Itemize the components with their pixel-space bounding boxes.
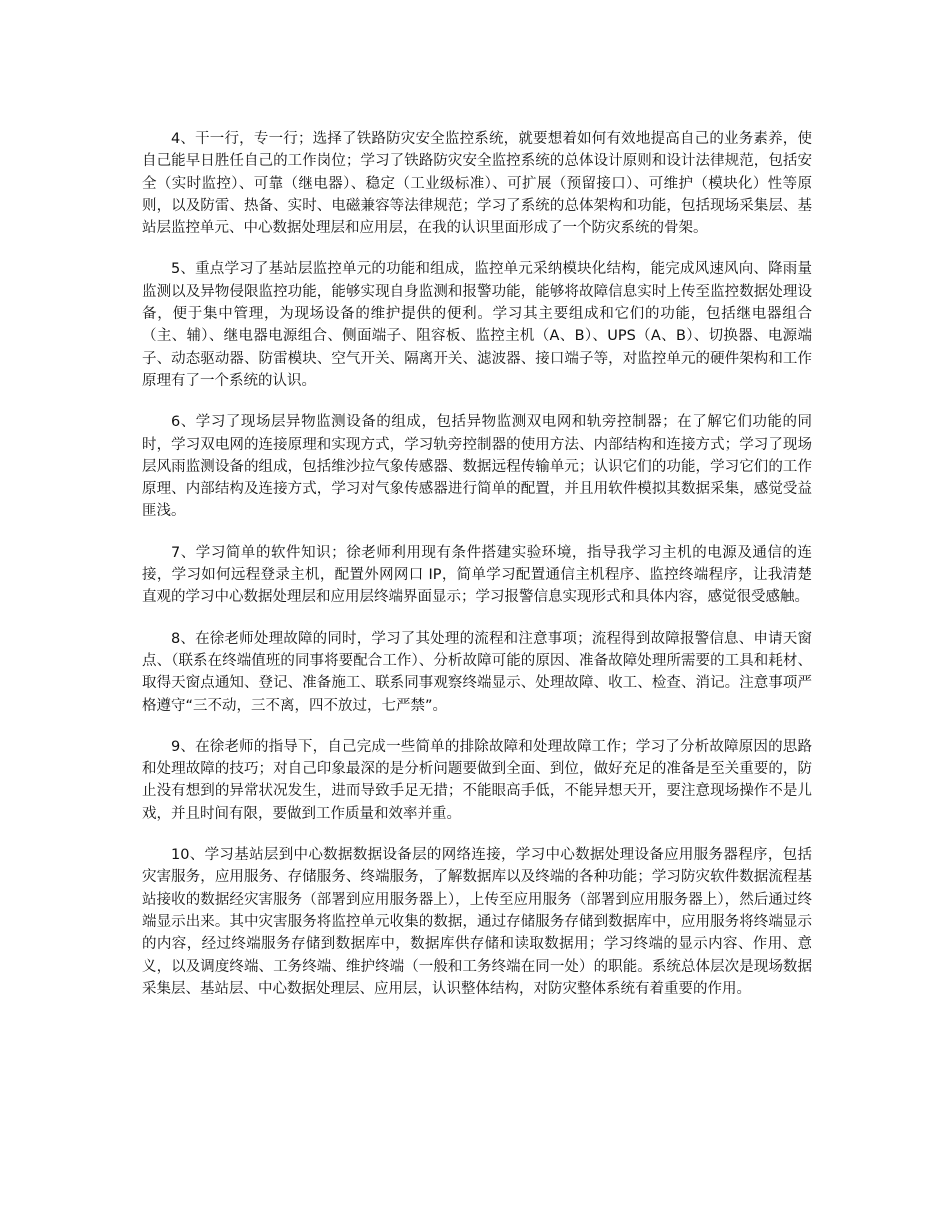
paragraph-7: 7、学习简单的软件知识；徐老师利用现有条件搭建实验环境，指导我学习主机的电源及通信的连接，学习如何远程登录主机，配置外网网口 IP，简单学习配置通信主机程序、监控终端程序，让我清楚直观的学习中心数据处理层和应用层终端界面显示；学习报警信息实现形式和具体内容，感觉很受感触。 [142,544,812,606]
paragraph-6: 6、学习了现场层异物监测设备的组成，包括异物监测双电网和轨旁控制器；在了解它们功能的同时，学习双电网的连接原理和实现方式，学习轨旁控制器的使用方法、内部结构和连接方式；学习了现场层风雨监测设备的组成，包括维沙拉气象传感器、数据远程传输单元；认识它们的功能，学习它们的工作原理、内部结构及连接方式，学习对气象传感器进行简单的配置，并且用软件模拟其数据采集，感觉受益匪浅。 [142,414,812,520]
document-body [142,128,812,1019]
paragraph-9: 9、在徐老师的指导下，自己完成一些简单的排除故障和处理故障工作；学习了分析故障原因的思路和处理故障的技巧；对自己印象最深的是分析问题要做到全面、到位，做好充足的准备是至关重要的，防止没有想到的异常状况发生，进而导致手足无措；不能眼高手低，不能异想天开，要注意现场操作不是儿戏，并且时间有限，要做到工作质量和效率并重。 [142,738,812,822]
paragraph-10: 10、学习基站层到中心数据数据设备层的网络连接，学习中心数据处理设备应用服务器程序，包括灾害服务，应用服务、存储服务、终端服务，了解数据库以及终端的各种功能；学习防灾软件数据流程基站接收的数据经灾害服务（部署到应用服务器上），上传至应用服务（部署到应用服务器上），然后通过终端显示出来。其中灾害服务将监控单元收集的数据，通过存储服务存储到数据库中，应用服务将终端显示的内容，经过终端服务存储到数据库中，数据库供存储和读取数据用；学习终端的显示内容、作用、意义，以及调度终端、工务终端、维护终端（一般和工务终端在同一处）的职能。系统总体层次是现场数据采集层、基站层、中心数据处理层、应用层，认识整体结构，对防灾整体系统有着重要的作用。 [142,847,812,997]
paragraph-8: 8、在徐老师处理故障的同时，学习了其处理的流程和注意事项；流程得到故障报警信息、申请天窗点、（联系在终端值班的同事将要配合工作）、分析故障可能的原因、准备故障处理所需要的工具和耗材、取得天窗点通知、登记、准备施工、联系同事观察终端显示、处理故障、收工、检查、消记。注意事项严格遵守“三不动，三不离，四不放过，七严禁”。 [142,630,812,714]
paragraph-5: 5、重点学习了基站层监控单元的功能和组成，监控单元采纳模块化结构，能完成风速风向、降雨量监测以及异物侵限监控功能，能够实现自身监测和报警功能，能够将故障信息实时上传至监控数据处理设备，便于集中管理，为现场设备的维护提供的便利。学习其主要组成和它们的功能，包括继电器组合（主、辅）、继电器电源组合、侧面端子、阻容板、监控主机（A、B）、UPS（A、B）、切换器、电源端子、动态驱动器、防雷模块、空气开关、隔离开关、滤波器、接口端子等，对监控单元的硬件架构和工作原理有了一个系统的认识。 [142,261,812,389]
paragraph-4: 4、干一行，专一行；选择了铁路防灾安全监控系统，就要想着如何有效地提高自己的业务素养，使自己能早日胜任自己的工作岗位；学习了铁路防灾安全监控系统的总体设计原则和设计法律规范，包括安全（实时监控）、可靠（继电器）、稳定（工业级标准）、可扩展（预留接口）、可维护（模块化）性等原则，以及防雷、热备、实时、电磁兼容等法律规范；学习了系统的总体架构和功能，包括现场采集层、基站层监控单元、中心数据处理层和应用层，在我的认识里面形成了一个防灾系统的骨架。 [142,131,812,237]
